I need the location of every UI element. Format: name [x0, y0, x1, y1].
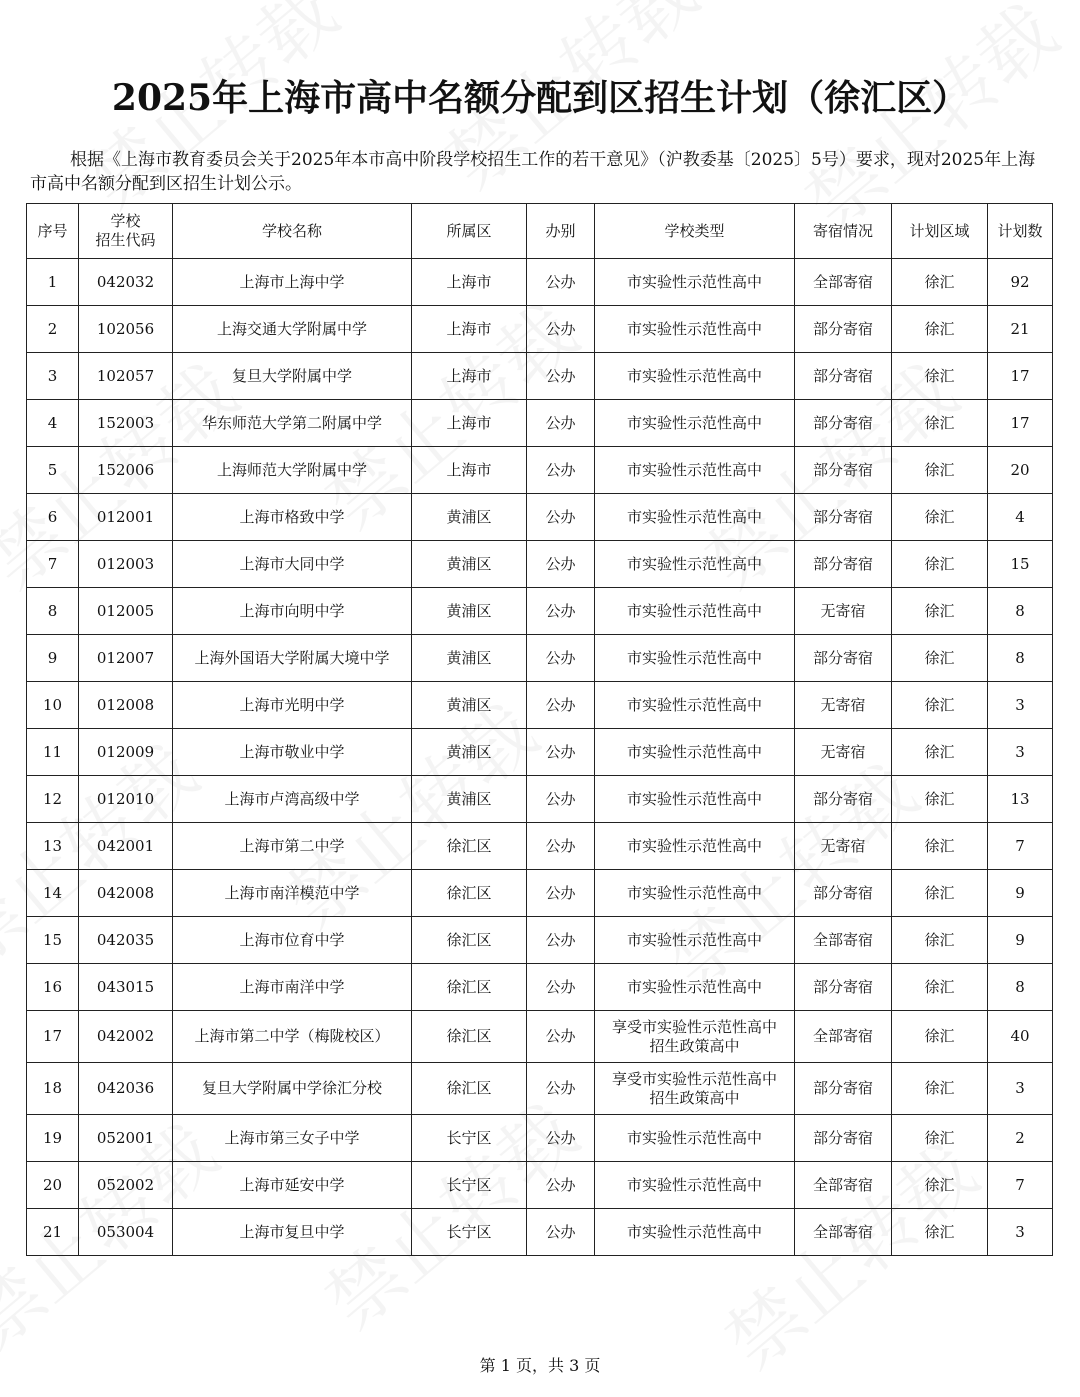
cell-category: 市实验性示范性高中 [595, 729, 795, 776]
cell-area: 徐汇 [892, 729, 988, 776]
cell-district: 黄浦区 [412, 635, 527, 682]
cell-seq: 6 [27, 494, 79, 541]
cell-seq: 5 [27, 447, 79, 494]
cell-name: 上海市复旦中学 [173, 1209, 412, 1256]
header-seq: 序号 [27, 204, 79, 259]
cell-boarding: 部分寄宿 [795, 776, 892, 823]
cell-name: 上海市大同中学 [173, 541, 412, 588]
cell-district: 上海市 [412, 400, 527, 447]
cell-type: 公办 [527, 447, 595, 494]
cell-code: 052002 [79, 1162, 173, 1209]
cell-category: 市实验性示范性高中 [595, 682, 795, 729]
cell-seq: 21 [27, 1209, 79, 1256]
header-district: 所属区 [412, 204, 527, 259]
header-code-line2: 招生代码 [95, 231, 156, 249]
table-row [27, 306, 1053, 353]
cell-boarding: 全部寄宿 [795, 259, 892, 306]
cell-category: 市实验性示范性高中 [595, 964, 795, 1011]
cell-category: 市实验性示范性高中 [595, 917, 795, 964]
cell-count: 92 [988, 259, 1053, 306]
cell-name: 上海市位育中学 [173, 917, 412, 964]
cell-count: 8 [988, 964, 1053, 1011]
cell-district: 上海市 [412, 259, 527, 306]
table-row [27, 1115, 1053, 1162]
cell-name: 复旦大学附属中学 [173, 353, 412, 400]
cell-category [595, 1063, 795, 1115]
cell-type: 公办 [527, 259, 595, 306]
page-title: 2025年上海市高中名额分配到区招生计划（徐汇区） [111, 77, 969, 119]
cell-code: 043015 [79, 964, 173, 1011]
cell-category: 市实验性示范性高中 [595, 541, 795, 588]
cell-name: 华东师范大学第二附属中学 [173, 400, 412, 447]
cell-area: 徐汇 [892, 1162, 988, 1209]
table-row [27, 588, 1053, 635]
cell-area: 徐汇 [892, 259, 988, 306]
cell-category [595, 1011, 795, 1063]
cell-district: 上海市 [412, 306, 527, 353]
cell-type: 公办 [527, 353, 595, 400]
header-code [79, 204, 173, 259]
cell-district: 长宁区 [412, 1162, 527, 1209]
cell-code: 012007 [79, 635, 173, 682]
cell-category: 市实验性示范性高中 [595, 635, 795, 682]
cell-count: 17 [988, 353, 1053, 400]
cell-area: 徐汇 [892, 353, 988, 400]
cell-count: 9 [988, 870, 1053, 917]
cell-name: 上海交通大学附属中学 [173, 306, 412, 353]
cell-district: 上海市 [412, 447, 527, 494]
cell-category: 市实验性示范性高中 [595, 588, 795, 635]
cell-count: 3 [988, 729, 1053, 776]
cell-name: 上海市第二中学（梅陇校区） [173, 1011, 412, 1063]
cell-area: 徐汇 [892, 447, 988, 494]
cell-count: 8 [988, 588, 1053, 635]
header-count: 计划数 [988, 204, 1053, 259]
header-boarding: 寄宿情况 [795, 204, 892, 259]
cell-code: 012001 [79, 494, 173, 541]
table-row [27, 400, 1053, 447]
cell-seq: 7 [27, 541, 79, 588]
table-header-row [27, 204, 1053, 259]
cell-district: 黄浦区 [412, 494, 527, 541]
cell-category: 市实验性示范性高中 [595, 353, 795, 400]
header-code-line1: 学校 [110, 212, 141, 230]
table-row [27, 259, 1053, 306]
header-type: 办别 [527, 204, 595, 259]
table-row [27, 682, 1053, 729]
cell-seq: 11 [27, 729, 79, 776]
cell-boarding: 部分寄宿 [795, 400, 892, 447]
cell-boarding: 部分寄宿 [795, 541, 892, 588]
cell-code: 012005 [79, 588, 173, 635]
cell-district: 徐汇区 [412, 1011, 527, 1063]
table-row [27, 447, 1053, 494]
cell-count: 40 [988, 1011, 1053, 1063]
cell-seq: 8 [27, 588, 79, 635]
cell-boarding: 部分寄宿 [795, 353, 892, 400]
cell-boarding: 部分寄宿 [795, 635, 892, 682]
cell-area: 徐汇 [892, 541, 988, 588]
table-row [27, 541, 1053, 588]
cell-count: 3 [988, 682, 1053, 729]
cell-boarding: 全部寄宿 [795, 1162, 892, 1209]
table-row [27, 1011, 1053, 1063]
cell-seq: 17 [27, 1011, 79, 1063]
cell-type: 公办 [527, 1162, 595, 1209]
cell-code: 042008 [79, 870, 173, 917]
cell-type: 公办 [527, 494, 595, 541]
cell-count: 15 [988, 541, 1053, 588]
cell-code: 042032 [79, 259, 173, 306]
cell-name: 上海市向明中学 [173, 588, 412, 635]
cell-code: 042036 [79, 1063, 173, 1115]
cell-type: 公办 [527, 964, 595, 1011]
table-row [27, 1162, 1053, 1209]
cell-boarding: 全部寄宿 [795, 1011, 892, 1063]
cell-code: 012010 [79, 776, 173, 823]
cell-category: 市实验性示范性高中 [595, 823, 795, 870]
cell-category: 市实验性示范性高中 [595, 870, 795, 917]
cell-boarding: 部分寄宿 [795, 870, 892, 917]
cell-type: 公办 [527, 917, 595, 964]
cell-type: 公办 [527, 1011, 595, 1063]
enrollment-plan-table [26, 203, 1053, 1256]
cell-boarding: 无寄宿 [795, 729, 892, 776]
table-row [27, 353, 1053, 400]
cell-boarding: 无寄宿 [795, 823, 892, 870]
cell-seq: 2 [27, 306, 79, 353]
cell-seq: 1 [27, 259, 79, 306]
cell-category-line1: 享受市实验性示范性高中 [611, 1069, 777, 1088]
cell-boarding: 全部寄宿 [795, 1209, 892, 1256]
cell-name: 上海外国语大学附属大境中学 [173, 635, 412, 682]
cell-boarding: 部分寄宿 [795, 447, 892, 494]
cell-name: 上海师范大学附属中学 [173, 447, 412, 494]
cell-category: 市实验性示范性高中 [595, 259, 795, 306]
cell-category: 市实验性示范性高中 [595, 494, 795, 541]
cell-district: 徐汇区 [412, 870, 527, 917]
cell-code: 152003 [79, 400, 173, 447]
intro-paragraph: 根据《上海市教育委员会关于2025年本市高中阶段学校招生工作的若干意见》（沪教委基〔2025〕5号）要求，现对2025年上海市高中名额分配到区招生计划公示。 [30, 150, 1036, 194]
cell-type: 公办 [527, 541, 595, 588]
table-row [27, 870, 1053, 917]
page-footer: 第 1 页，共 3 页 [479, 1356, 601, 1375]
cell-district: 长宁区 [412, 1115, 527, 1162]
cell-name: 上海市延安中学 [173, 1162, 412, 1209]
cell-area: 徐汇 [892, 682, 988, 729]
cell-district: 黄浦区 [412, 776, 527, 823]
cell-code: 042035 [79, 917, 173, 964]
cell-district: 徐汇区 [412, 964, 527, 1011]
cell-category: 市实验性示范性高中 [595, 1162, 795, 1209]
cell-count: 21 [988, 306, 1053, 353]
cell-area: 徐汇 [892, 1115, 988, 1162]
cell-name: 上海市光明中学 [173, 682, 412, 729]
cell-seq: 9 [27, 635, 79, 682]
cell-name: 上海市格致中学 [173, 494, 412, 541]
cell-boarding: 部分寄宿 [795, 306, 892, 353]
cell-type: 公办 [527, 870, 595, 917]
cell-code: 053004 [79, 1209, 173, 1256]
cell-seq: 19 [27, 1115, 79, 1162]
cell-seq: 3 [27, 353, 79, 400]
cell-area: 徐汇 [892, 964, 988, 1011]
cell-category: 市实验性示范性高中 [595, 1115, 795, 1162]
header-name: 学校名称 [173, 204, 412, 259]
table-row [27, 917, 1053, 964]
header-category: 学校类型 [595, 204, 795, 259]
cell-code: 102056 [79, 306, 173, 353]
table-row [27, 729, 1053, 776]
cell-area: 徐汇 [892, 1011, 988, 1063]
cell-district: 长宁区 [412, 1209, 527, 1256]
cell-count: 17 [988, 400, 1053, 447]
cell-count: 13 [988, 776, 1053, 823]
cell-code: 042001 [79, 823, 173, 870]
cell-code: 102057 [79, 353, 173, 400]
cell-boarding: 无寄宿 [795, 682, 892, 729]
cell-district: 黄浦区 [412, 729, 527, 776]
cell-seq: 4 [27, 400, 79, 447]
cell-category-line2: 招生政策高中 [649, 1088, 740, 1107]
cell-name: 上海市第三女子中学 [173, 1115, 412, 1162]
cell-category: 市实验性示范性高中 [595, 1209, 795, 1256]
cell-name: 上海市上海中学 [173, 259, 412, 306]
cell-count: 3 [988, 1063, 1053, 1115]
cell-count: 8 [988, 635, 1053, 682]
cell-type: 公办 [527, 729, 595, 776]
cell-name: 复旦大学附属中学徐汇分校 [173, 1063, 412, 1115]
cell-type: 公办 [527, 1063, 595, 1115]
cell-category: 市实验性示范性高中 [595, 400, 795, 447]
cell-category-line2: 招生政策高中 [649, 1036, 740, 1055]
cell-count: 3 [988, 1209, 1053, 1256]
cell-count: 2 [988, 1115, 1053, 1162]
cell-name: 上海市第二中学 [173, 823, 412, 870]
cell-area: 徐汇 [892, 635, 988, 682]
table-row [27, 776, 1053, 823]
cell-type: 公办 [527, 635, 595, 682]
cell-count: 20 [988, 447, 1053, 494]
cell-district: 徐汇区 [412, 917, 527, 964]
cell-boarding: 无寄宿 [795, 588, 892, 635]
table-row [27, 494, 1053, 541]
cell-seq: 14 [27, 870, 79, 917]
cell-type: 公办 [527, 682, 595, 729]
cell-district: 黄浦区 [412, 588, 527, 635]
cell-area: 徐汇 [892, 400, 988, 447]
cell-seq: 13 [27, 823, 79, 870]
cell-type: 公办 [527, 400, 595, 447]
cell-area: 徐汇 [892, 1063, 988, 1115]
cell-area: 徐汇 [892, 870, 988, 917]
cell-count: 7 [988, 1162, 1053, 1209]
cell-code: 052001 [79, 1115, 173, 1162]
cell-code: 042002 [79, 1011, 173, 1063]
cell-type: 公办 [527, 1209, 595, 1256]
cell-area: 徐汇 [892, 823, 988, 870]
cell-area: 徐汇 [892, 1209, 988, 1256]
cell-district: 黄浦区 [412, 682, 527, 729]
cell-category: 市实验性示范性高中 [595, 776, 795, 823]
cell-name: 上海市敬业中学 [173, 729, 412, 776]
cell-seq: 12 [27, 776, 79, 823]
cell-boarding: 部分寄宿 [795, 1063, 892, 1115]
cell-type: 公办 [527, 306, 595, 353]
header-area: 计划区域 [892, 204, 988, 259]
cell-name: 上海市南洋模范中学 [173, 870, 412, 917]
cell-code: 012009 [79, 729, 173, 776]
cell-area: 徐汇 [892, 917, 988, 964]
cell-seq: 18 [27, 1063, 79, 1115]
cell-name: 上海市卢湾高级中学 [173, 776, 412, 823]
cell-count: 4 [988, 494, 1053, 541]
cell-boarding: 全部寄宿 [795, 917, 892, 964]
cell-code: 012003 [79, 541, 173, 588]
cell-district: 上海市 [412, 353, 527, 400]
cell-seq: 10 [27, 682, 79, 729]
cell-area: 徐汇 [892, 776, 988, 823]
cell-district: 黄浦区 [412, 541, 527, 588]
cell-seq: 15 [27, 917, 79, 964]
cell-district: 徐汇区 [412, 1063, 527, 1115]
cell-category: 市实验性示范性高中 [595, 447, 795, 494]
cell-category-line1: 享受市实验性示范性高中 [611, 1017, 777, 1036]
table-row [27, 823, 1053, 870]
cell-type: 公办 [527, 823, 595, 870]
cell-name: 上海市南洋中学 [173, 964, 412, 1011]
cell-boarding: 部分寄宿 [795, 964, 892, 1011]
cell-boarding: 部分寄宿 [795, 1115, 892, 1162]
table-row [27, 1209, 1053, 1256]
cell-seq: 16 [27, 964, 79, 1011]
cell-area: 徐汇 [892, 588, 988, 635]
table-row [27, 635, 1053, 682]
cell-type: 公办 [527, 588, 595, 635]
cell-district: 徐汇区 [412, 823, 527, 870]
cell-seq: 20 [27, 1162, 79, 1209]
cell-area: 徐汇 [892, 494, 988, 541]
cell-area: 徐汇 [892, 306, 988, 353]
cell-code: 152006 [79, 447, 173, 494]
cell-count: 9 [988, 917, 1053, 964]
cell-count: 7 [988, 823, 1053, 870]
table-row [27, 964, 1053, 1011]
cell-category: 市实验性示范性高中 [595, 306, 795, 353]
cell-boarding: 部分寄宿 [795, 494, 892, 541]
cell-type: 公办 [527, 1115, 595, 1162]
cell-code: 012008 [79, 682, 173, 729]
table-row [27, 1063, 1053, 1115]
cell-type: 公办 [527, 776, 595, 823]
